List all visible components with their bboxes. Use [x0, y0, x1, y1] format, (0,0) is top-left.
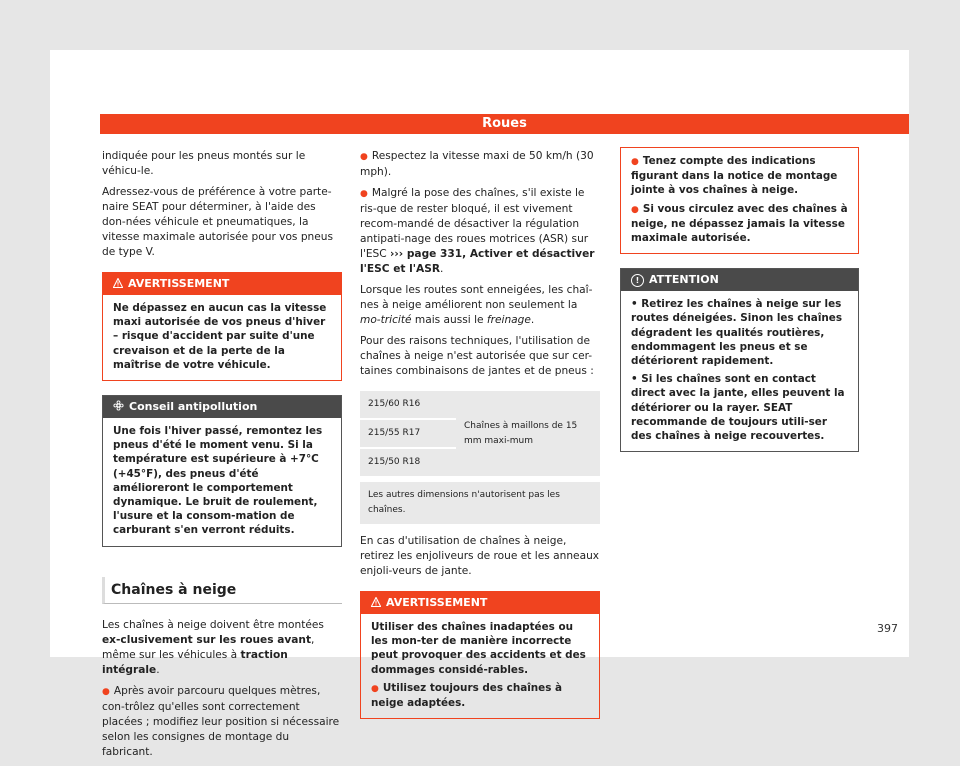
warning-text: Utiliser des chaînes inadaptées ou les mon-ter de manière incorrecte peut provoquer des accidents et des dommages considé-rables.	[371, 621, 586, 676]
bullet-item: • Si les chaînes sont en contact direct avec la jante, elles peuvent la détériorer ou la rayer. SEAT recommande de toujours utili-ser des chaînes à neige recouvertes.	[631, 373, 845, 443]
text-run: Lorsque les routes sont enneigées, les chaî-nes à neige améliorent non seulement la	[360, 284, 593, 311]
table-row	[360, 391, 600, 418]
paragraph: En cas d'utilisation de chaînes à neige, retirez les enjoliveurs de roue et les anneaux enjoli-veurs de jante.	[360, 535, 600, 577]
column-3	[620, 101, 859, 466]
attention-body	[621, 291, 858, 451]
bullet-item: ● Utilisez toujours des chaînes à neige adaptées.	[371, 681, 589, 710]
text-italic: mo-tricité	[360, 314, 412, 326]
bullet-item: ● Après avoir parcouru quelques mètres, con-trôlez qu'elles sont correctement placées ; modifiez leur position si nécessaire selon les consignes de montage du fabricant.	[102, 684, 342, 760]
warning-box	[102, 272, 342, 381]
table-note: Les autres dimensions n'autorisent pas les chaînes.	[360, 482, 600, 524]
warning-title: AVERTISSEMENT	[386, 596, 488, 609]
text-bold: ex-clusivement sur les roues avant	[102, 633, 312, 646]
warning-continuation-box	[620, 147, 859, 254]
text-italic: freinage	[486, 314, 531, 326]
chapter-banner: Roues	[100, 114, 909, 134]
column-2	[360, 101, 600, 733]
eco-tip-text: Une fois l'hiver passé, remontez les pneus d'été le moment venu. Si la température est supérieure à +7°C (+45°F), des pneus d'été amélioreront le comportement dynamique. Le bruit de roulement, l'usure et la consom-mation de carburant s'en verront réduits.	[113, 425, 323, 537]
column-1	[102, 101, 342, 766]
attention-title: ATTENTION	[649, 273, 719, 287]
eco-tip-header	[103, 396, 341, 418]
bullet-item: ● Respectez la vitesse maxi de 50 km/h (30 mph).	[360, 149, 600, 180]
bullet-item: ● Tenez compte des indications figurant dans la notice de montage jointe à vos chaînes à neige.	[631, 154, 848, 198]
warning-header	[103, 273, 341, 295]
paragraph	[102, 618, 342, 678]
warning-title: AVERTISSEMENT	[128, 277, 230, 290]
text-run: .	[530, 314, 535, 326]
attention-header	[621, 269, 858, 291]
table-cell: 215/50 R18	[360, 449, 456, 476]
warning-triangle-icon	[371, 597, 381, 607]
warning-box	[360, 591, 600, 719]
section-title: Chaînes à neige	[102, 577, 342, 604]
text-bold: traction intégrale	[102, 648, 288, 676]
text-run: mais aussi le	[411, 314, 487, 326]
text-run: Malgré la pose des chaînes, s'il existe le ris-que de rester bloqué, il est vivement recom-mandé de désactiver la régulation antipati-nage des roues motrices (ASR) sur l'ESC	[360, 187, 589, 260]
text-run: , même sur les véhicules à	[102, 633, 315, 661]
table-cell: Chaînes à maillons de 15 mm maxi-mum	[456, 391, 600, 476]
attention-box	[620, 268, 859, 452]
flower-icon	[113, 400, 124, 411]
bullet-text: Si les chaînes sont en contact direct avec la jante, elles peuvent la détériorer ou la rayer. SEAT recommande de toujours utili-ser des chaînes à neige recouvertes.	[631, 373, 845, 443]
bullet-item	[360, 186, 600, 277]
bullet-item: ● Si vous circulez avec des chaînes à neige, ne dépassez jamais la vitesse maximale autorisée.	[631, 202, 848, 246]
info-circle-icon: !	[631, 274, 644, 287]
bullet-text: Retirez les chaînes à neige sur les routes déneigées. Sinon les chaînes dégradent les qualités routières, endommagent les pneus et se détériorent rapidement.	[631, 298, 843, 368]
eco-tip-body	[103, 418, 341, 546]
text-run: .	[156, 663, 160, 676]
warning-header	[361, 592, 599, 614]
table-cell: 215/60 R16	[360, 391, 456, 418]
text-run: .	[440, 263, 444, 275]
eco-tip-box	[102, 395, 342, 547]
warning-body	[361, 614, 599, 718]
bullet-marker	[360, 187, 372, 199]
paragraph: indiquée pour les pneus montés sur le véhicu-le.	[102, 150, 306, 177]
paragraph	[360, 283, 600, 328]
warning-body	[103, 295, 341, 380]
paragraph: Adressez-vous de préférence à votre parte-naire SEAT pour déterminer, à l'aide des don-nées véhicule et pneumatiques, la vitesse maximale autorisée pour vos pneus de type V.	[102, 186, 334, 258]
text-run: Les chaînes à neige doivent être montées	[102, 618, 324, 631]
warning-body	[621, 148, 858, 253]
page-reference-link[interactable]: ››› page 331, Activer et désactiver l'ESC et l'ASR	[360, 248, 595, 275]
warning-text: Ne dépassez en aucun cas la vitesse maxi autorisée de vos pneus d'hiver – risque d'accident par suite d'une crevaison et de la perte de la maîtrise de votre véhicule.	[113, 302, 327, 371]
table-cell: 215/55 R17	[360, 420, 456, 447]
bullet-item: • Retirez les chaînes à neige sur les routes déneigées. Sinon les chaînes dégradent les qualités routières, endommagent les pneus et se détériorent rapidement.	[631, 298, 843, 368]
eco-tip-title: Conseil antipollution	[129, 400, 258, 414]
page	[50, 50, 909, 758]
page-number: 397	[877, 622, 898, 635]
paragraph: Pour des raisons techniques, l'utilisation de chaînes à neige n'est autorisée que sur cer-taines combinaisons de jantes et de pneus :	[360, 335, 594, 377]
warning-triangle-icon	[113, 278, 123, 288]
chain-compatibility-table	[360, 389, 600, 478]
